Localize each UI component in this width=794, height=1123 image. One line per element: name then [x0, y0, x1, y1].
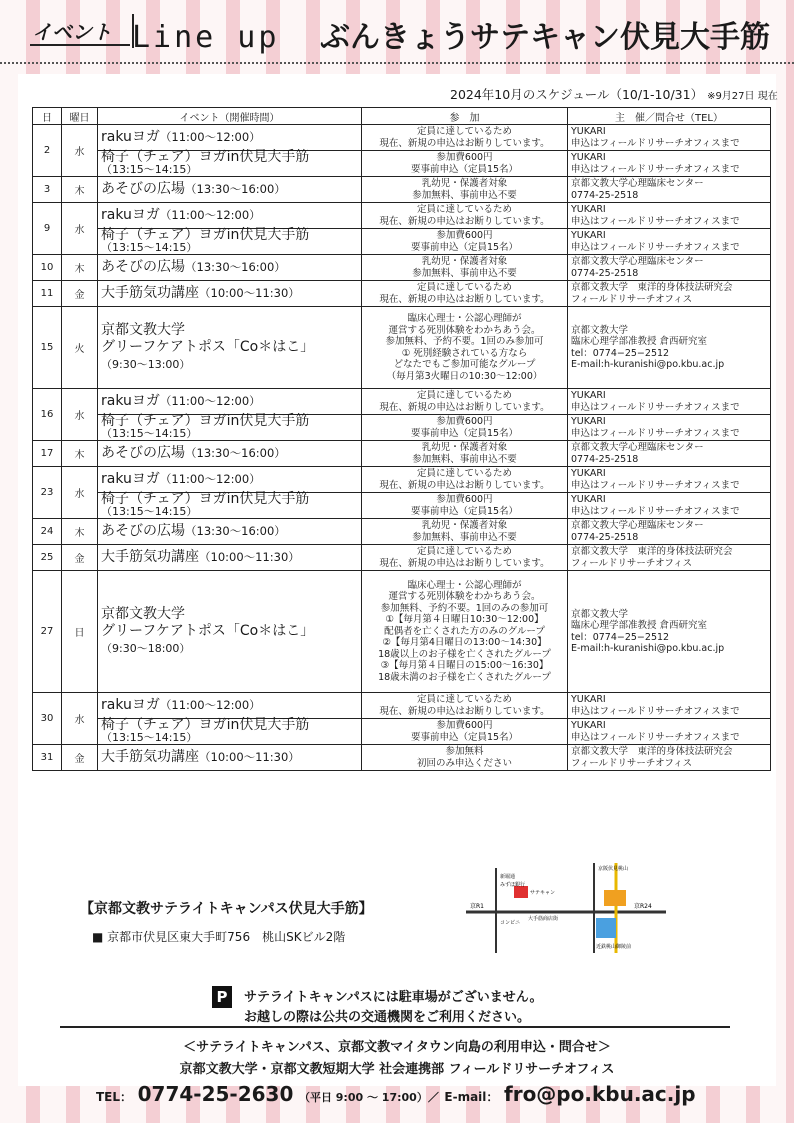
participation-cell: [362, 571, 568, 693]
day-cell: 31: [33, 745, 62, 771]
table-row: [33, 745, 771, 771]
address-text: 京都市伏見区東大手町756 桃山SKビル2階: [107, 930, 346, 944]
event-cell: [98, 389, 362, 415]
weekday-cell: 木: [62, 519, 98, 545]
participation-line: 参加費600円: [436, 720, 493, 731]
organizer-line: YUKARI: [571, 152, 606, 163]
footer-heading: ＜サテライトキャンパス、京都文教マイタウン向島の利用申込・問合せ＞: [183, 1040, 611, 1055]
map-label-bank: みずほ銀行: [500, 882, 526, 888]
organizer-line: 申込はフィールドリサーチオフィスまで: [571, 505, 740, 517]
organizer-line: 申込はフィールドリサーチオフィスまで: [571, 479, 740, 491]
weekday-cell: 水: [62, 693, 98, 745]
event-time: （10:00〜11:30）: [199, 550, 300, 564]
table-row: [33, 125, 771, 151]
col-header-weekday: 曜日: [62, 108, 98, 125]
organizer-line: 0774-25-2518: [571, 531, 639, 543]
participation-line: 参加無料、事前申込不要: [412, 267, 517, 279]
day-cell: 2: [33, 125, 62, 177]
participation-line: 現在、新規の申込はお断りしています。: [379, 401, 550, 413]
event-cell: [98, 519, 362, 545]
table-row: [33, 693, 771, 719]
day-cell: 17: [33, 441, 62, 467]
event-time: （9:30〜13:00）: [101, 358, 191, 371]
event-time: （9:30〜18:00）: [101, 642, 191, 655]
table-row: [33, 415, 771, 441]
organizer-line: 申込はフィールドリサーチオフィスまで: [571, 731, 740, 743]
organizer-line: 申込はフィールドリサーチオフィスまで: [571, 705, 740, 717]
participation-line: 初回のみ申込ください: [416, 757, 512, 769]
event-cell: [98, 229, 362, 255]
event-time: （13:15〜14:15）: [101, 731, 198, 744]
organizer-line: 0774-25-2518: [571, 267, 639, 279]
organizer-line: YUKARI: [571, 416, 606, 427]
map-station-block: [604, 890, 626, 906]
footer-divider: [60, 1026, 730, 1028]
participation-line: 乳幼児・保護者対象: [421, 442, 508, 453]
event-label: イベント: [32, 20, 112, 44]
map-label-market: 大手筋商店街: [528, 916, 559, 922]
organizer-line: 京都文教大学心理臨床センター: [571, 256, 704, 267]
campus-address: [92, 928, 345, 945]
col-header-organizer: 主 催／問合せ（TEL）: [568, 108, 771, 125]
organizer-cell: [568, 255, 771, 281]
event-name: rakuヨガ: [101, 393, 160, 409]
event-time: （13:15〜14:15）: [101, 505, 198, 518]
table-row: [33, 281, 771, 307]
participation-line: ①【毎月第４日曜日10:30〜12:00】: [385, 614, 544, 626]
weekday-cell: 日: [62, 571, 98, 693]
event-name: 京都文教大学: [101, 606, 185, 622]
schedule-heading: [450, 85, 778, 103]
table-row: [33, 493, 771, 519]
event-time: （11:00〜12:00）: [159, 208, 261, 222]
event-cell: [98, 177, 362, 203]
day-cell: 10: [33, 255, 62, 281]
weekday-cell: 水: [62, 467, 98, 519]
table-row: [33, 467, 771, 493]
tel-number: 0774-25-2630: [137, 1082, 294, 1106]
event-name: あそびの広場: [101, 181, 185, 197]
office-hours: （平日 9:00 〜 17:00）／: [298, 1091, 439, 1104]
event-cell: [98, 415, 362, 441]
header-underline: [30, 44, 130, 46]
organizer-cell: [568, 389, 771, 415]
table-body: [33, 125, 771, 771]
event-time: （11:00〜12:00）: [159, 698, 261, 712]
table-row: [33, 545, 771, 571]
participation-line: 現在、新規の申込はお断りしています。: [379, 215, 550, 227]
event-name-sub: グリーフケアトポス「Co＊はこ」: [101, 339, 315, 355]
event-name: 椅子（チェア）ヨガin伏見大手筋: [101, 227, 310, 243]
participation-line: 参加無料: [445, 746, 484, 757]
lineup-label: Line up: [132, 20, 280, 55]
participation-line: 定員に達しているため: [416, 282, 512, 293]
organizer-cell: [568, 545, 771, 571]
organizer-cell: [568, 745, 771, 771]
organizer-line: 京都文教大学心理臨床センター: [571, 178, 704, 189]
schedule-title: 2024年10月のスケジュール（10/1-10/31）: [450, 87, 704, 102]
map-label-street: 新堀通: [500, 874, 516, 880]
weekday-cell: 木: [62, 177, 98, 203]
event-time: （11:00〜12:00）: [159, 394, 261, 408]
participation-line: （毎月第3火曜日の10:30〜12:00）: [386, 370, 543, 382]
participation-cell: [362, 441, 568, 467]
participation-line: 18歳以上のお子様を亡くされたグループ: [378, 648, 551, 660]
event-time: （13:30〜16:00）: [185, 446, 286, 460]
table-row: [33, 519, 771, 545]
day-cell: 9: [33, 203, 62, 255]
participation-line: どなたでもご参加可能なグループ: [393, 359, 536, 370]
event-cell: [98, 281, 362, 307]
event-cell: [98, 255, 362, 281]
participation-cell: [362, 125, 568, 151]
participation-line: 現在、新規の申込はお断りしています。: [379, 557, 550, 569]
map-label-kintetsu: 近鉄桃山御陵前: [596, 944, 632, 950]
participation-line: 臨床心理士・公認心理師が: [407, 313, 522, 324]
day-cell: 23: [33, 467, 62, 519]
col-header-event: イベント（開催時間）: [98, 108, 362, 125]
table-row: [33, 151, 771, 177]
organizer-line: 京都文教大学: [571, 324, 629, 336]
event-name: rakuヨガ: [101, 207, 160, 223]
organizer-cell: [568, 307, 771, 389]
event-name: rakuヨガ: [101, 471, 160, 487]
day-cell: 16: [33, 389, 62, 441]
participation-cell: [362, 545, 568, 571]
event-time: （11:00〜12:00）: [159, 472, 261, 486]
organizer-cell: [568, 467, 771, 493]
event-cell: [98, 125, 362, 151]
event-name: あそびの広場: [101, 259, 185, 275]
participation-line: 定員に達しているため: [416, 390, 512, 401]
organizer-line: E-mail:h-kuranishi@po.kbu.ac.jp: [571, 643, 725, 654]
organizer-line: YUKARI: [571, 720, 606, 731]
participation-cell: [362, 307, 568, 389]
email-label: E-mail：: [444, 1090, 499, 1104]
page-title: ぶんきょうサテキャン伏見大手筋: [320, 20, 770, 55]
event-name: あそびの広場: [101, 523, 185, 539]
table-row: [33, 441, 771, 467]
participation-cell: [362, 519, 568, 545]
participation-line: 定員に達しているため: [416, 694, 512, 705]
table-row: [33, 229, 771, 255]
event-name: 椅子（チェア）ヨガin伏見大手筋: [101, 491, 310, 507]
participation-line: 乳幼児・保護者対象: [421, 256, 508, 267]
event-time: （13:30〜16:00）: [185, 524, 286, 538]
weekday-cell: 水: [62, 203, 98, 255]
table-row: [33, 177, 771, 203]
organizer-line: 申込はフィールドリサーチオフィスまで: [571, 137, 740, 149]
organizer-line: 申込はフィールドリサーチオフィスまで: [571, 241, 740, 253]
organizer-line: 京都文教大学 東洋的身体技法研究会: [571, 746, 733, 757]
access-map: [456, 858, 672, 958]
organizer-line: tel：0774−25−2512: [571, 631, 670, 643]
participation-line: 定員に達しているため: [416, 126, 512, 137]
day-cell: 30: [33, 693, 62, 745]
organizer-line: YUKARI: [571, 494, 606, 505]
event-cell: [98, 693, 362, 719]
table-row: [33, 307, 771, 389]
organizer-line: 京都文教大学心理臨床センター: [571, 520, 704, 531]
participation-cell: [362, 389, 568, 415]
organizer-line: 申込はフィールドリサーチオフィスまで: [571, 163, 740, 175]
participation-line: 乳幼児・保護者対象: [421, 178, 508, 189]
day-cell: 15: [33, 307, 62, 389]
organizer-cell: [568, 125, 771, 151]
organizer-line: E-mail:h-kuranishi@po.kbu.ac.jp: [571, 359, 725, 370]
participation-cell: [362, 693, 568, 719]
event-name-sub: グリーフケアトポス「Co＊はこ」: [101, 623, 315, 639]
page-header: [0, 0, 794, 72]
event-time: （11:00〜12:00）: [159, 130, 261, 144]
weekday-cell: 水: [62, 389, 98, 441]
event-cell: [98, 441, 362, 467]
participation-line: 臨床心理士・公認心理師が: [407, 579, 522, 591]
organizer-line: 京都文教大学: [571, 608, 629, 620]
event-name: 大手筋気功講座: [101, 749, 199, 765]
footer-contact: [96, 1082, 696, 1106]
participation-line: ① 死別経験されている方なら: [401, 347, 528, 359]
participation-cell: [362, 415, 568, 441]
parking-notice-line1: サテライトキャンパスには駐車場がございません。: [244, 990, 543, 1005]
dotted-divider: [0, 62, 794, 64]
map-road-label-right: 京R24: [634, 903, 652, 910]
map-label-keihan: 京阪伏見桃山: [598, 866, 629, 872]
event-cell: [98, 719, 362, 745]
participation-line: 定員に達しているため: [416, 546, 512, 557]
participation-line: 運営する死別体験をわかちあう会。: [388, 591, 541, 603]
event-name: 大手筋気功講座: [101, 285, 199, 301]
organizer-cell: [568, 281, 771, 307]
tel-label: TEL：: [96, 1090, 133, 1104]
participation-cell: [362, 719, 568, 745]
day-cell: 3: [33, 177, 62, 203]
participation-line: ②【毎月第4日曜日の13:00〜14:30】: [382, 637, 547, 649]
participation-cell: [362, 281, 568, 307]
organizer-line: YUKARI: [571, 694, 606, 705]
participation-cell: [362, 203, 568, 229]
organizer-line: 申込はフィールドリサーチオフィスまで: [571, 401, 740, 413]
event-time: （13:15〜14:15）: [101, 427, 198, 440]
organizer-line: 臨床心理学部准教授 倉西研究室: [571, 336, 708, 347]
event-name: 大手筋気功講座: [101, 549, 199, 565]
participation-line: 参加無料、事前申込不要: [412, 531, 517, 543]
event-cell: [98, 571, 362, 693]
schedule-table: [32, 107, 771, 771]
participation-cell: [362, 745, 568, 771]
weekday-cell: 火: [62, 307, 98, 389]
organizer-line: 0774-25-2518: [571, 189, 639, 201]
participation-line: 参加無料、予約不要。1回のみ参加可: [385, 336, 544, 347]
organizer-cell: [568, 229, 771, 255]
organizer-cell: [568, 203, 771, 229]
table-row: [33, 719, 771, 745]
weekday-cell: 木: [62, 441, 98, 467]
campus-name: 【京都文教サテライトキャンパス伏見大手筋】: [80, 901, 373, 917]
address-marker: ■: [92, 930, 104, 944]
event-time: （13:30〜16:00）: [185, 260, 286, 274]
participation-line: 参加無料、予約不要。1回のみの参加可: [380, 602, 549, 614]
organizer-line: tel：0774−25−2512: [571, 347, 670, 359]
organizer-line: 京都文教大学 東洋的身体技法研究会: [571, 282, 733, 293]
participation-line: 乳幼児・保護者対象: [421, 520, 508, 531]
event-time: （10:00〜11:30）: [199, 750, 300, 764]
participation-line: 要事前申込（定員15名）: [410, 731, 519, 743]
map-label-campus: サテキャン: [530, 890, 556, 896]
organizer-cell: [568, 441, 771, 467]
participation-line: ③【毎月第４日曜日の15:00〜16:30】: [380, 660, 549, 672]
weekday-cell: 水: [62, 125, 98, 177]
participation-line: 要事前申込（定員15名）: [410, 163, 519, 175]
organizer-line: 京都文教大学心理臨床センター: [571, 442, 704, 453]
organizer-line: YUKARI: [571, 204, 606, 215]
participation-line: 現在、新規の申込はお断りしています。: [379, 479, 550, 491]
organizer-cell: [568, 693, 771, 719]
event-cell: [98, 467, 362, 493]
organizer-line: YUKARI: [571, 230, 606, 241]
participation-cell: [362, 229, 568, 255]
event-name: 椅子（チェア）ヨガin伏見大手筋: [101, 149, 310, 165]
organizer-cell: [568, 415, 771, 441]
organizer-cell: [568, 177, 771, 203]
organizer-cell: [568, 151, 771, 177]
weekday-cell: 金: [62, 281, 98, 307]
participation-line: 要事前申込（定員15名）: [410, 241, 519, 253]
organizer-line: 京都文教大学 東洋的身体技法研究会: [571, 546, 733, 557]
event-name: rakuヨガ: [101, 697, 160, 713]
event-cell: [98, 545, 362, 571]
organizer-cell: [568, 493, 771, 519]
participation-cell: [362, 151, 568, 177]
event-cell: [98, 493, 362, 519]
participation-line: 運営する死別体験をわかちあう会。: [388, 324, 541, 336]
table-row: [33, 255, 771, 281]
participation-line: 配偶者を亡くされた方のみのグループ: [384, 625, 545, 637]
event-cell: [98, 203, 362, 229]
day-cell: 25: [33, 545, 62, 571]
day-cell: 27: [33, 571, 62, 693]
event-time: （13:30〜16:00）: [185, 182, 286, 196]
table-header-row: [33, 108, 771, 125]
parking-notice-line2: お越しの際は公共の交通機関をご利用ください。: [244, 1010, 531, 1025]
map-road-label-left: 京R1: [470, 903, 484, 910]
organizer-line: 臨床心理学部准教授 倉西研究室: [571, 620, 708, 631]
participation-line: 参加無料、事前申込不要: [412, 189, 517, 201]
organizer-line: YUKARI: [571, 468, 606, 479]
organizer-cell: [568, 519, 771, 545]
col-header-day: 日: [33, 108, 62, 125]
participation-line: 参加費600円: [436, 230, 493, 241]
event-time: （10:00〜11:30）: [199, 286, 300, 300]
event-cell: [98, 745, 362, 771]
organizer-line: 0774-25-2518: [571, 453, 639, 465]
event-name: あそびの広場: [101, 445, 185, 461]
event-time: （13:15〜14:15）: [101, 241, 198, 254]
table-row: [33, 571, 771, 693]
col-header-participation: 参 加: [362, 108, 568, 125]
participation-line: 現在、新規の申込はお断りしています。: [379, 705, 550, 717]
participation-cell: [362, 467, 568, 493]
organizer-line: 申込はフィールドリサーチオフィスまで: [571, 427, 740, 439]
table-row: [33, 203, 771, 229]
schedule-note: ※9月27日 現在: [707, 91, 778, 102]
participation-cell: [362, 177, 568, 203]
participation-line: 参加費600円: [436, 152, 493, 163]
organizer-line: YUKARI: [571, 390, 606, 401]
weekday-cell: 金: [62, 545, 98, 571]
event-name: 椅子（チェア）ヨガin伏見大手筋: [101, 413, 310, 429]
footer-department: 京都文教大学・京都文教短期大学 社会連携部 フィールドリサーチオフィス: [179, 1062, 615, 1077]
organizer-line: フィールドリサーチオフィス: [571, 557, 693, 569]
event-name: rakuヨガ: [101, 129, 160, 145]
participation-cell: [362, 493, 568, 519]
map-label-conbini: コンビニ: [500, 920, 521, 926]
participation-line: 要事前申込（定員15名）: [410, 505, 519, 517]
map-station-block-blue: [596, 918, 616, 938]
day-cell: 24: [33, 519, 62, 545]
event-cell: [98, 151, 362, 177]
event-cell: [98, 307, 362, 389]
organizer-cell: [568, 719, 771, 745]
event-time: （13:15〜14:15）: [101, 163, 198, 176]
organizer-cell: [568, 571, 771, 693]
participation-line: 現在、新規の申込はお断りしています。: [379, 137, 550, 149]
participation-line: 要事前申込（定員15名）: [410, 427, 519, 439]
weekday-cell: 木: [62, 255, 98, 281]
participation-line: 定員に達しているため: [416, 204, 512, 215]
participation-line: 現在、新規の申込はお断りしています。: [379, 293, 550, 305]
participation-line: 参加費600円: [436, 416, 493, 427]
participation-line: 定員に達しているため: [416, 468, 512, 479]
email-address: fro@po.kbu.ac.jp: [504, 1082, 696, 1106]
organizer-line: YUKARI: [571, 126, 606, 137]
day-cell: 11: [33, 281, 62, 307]
table-row: [33, 389, 771, 415]
participation-line: 参加無料、事前申込不要: [412, 453, 517, 465]
organizer-line: フィールドリサーチオフィス: [571, 757, 693, 769]
organizer-line: フィールドリサーチオフィス: [571, 293, 693, 305]
participation-line: 18歳未満のお子様を亡くされたグループ: [378, 671, 551, 683]
organizer-line: 申込はフィールドリサーチオフィスまで: [571, 215, 740, 227]
event-name: 椅子（チェア）ヨガin伏見大手筋: [101, 717, 310, 733]
participation-cell: [362, 255, 568, 281]
event-name: 京都文教大学: [101, 322, 185, 338]
weekday-cell: 金: [62, 745, 98, 771]
parking-icon: P: [212, 986, 232, 1008]
participation-line: 参加費600円: [436, 494, 493, 505]
